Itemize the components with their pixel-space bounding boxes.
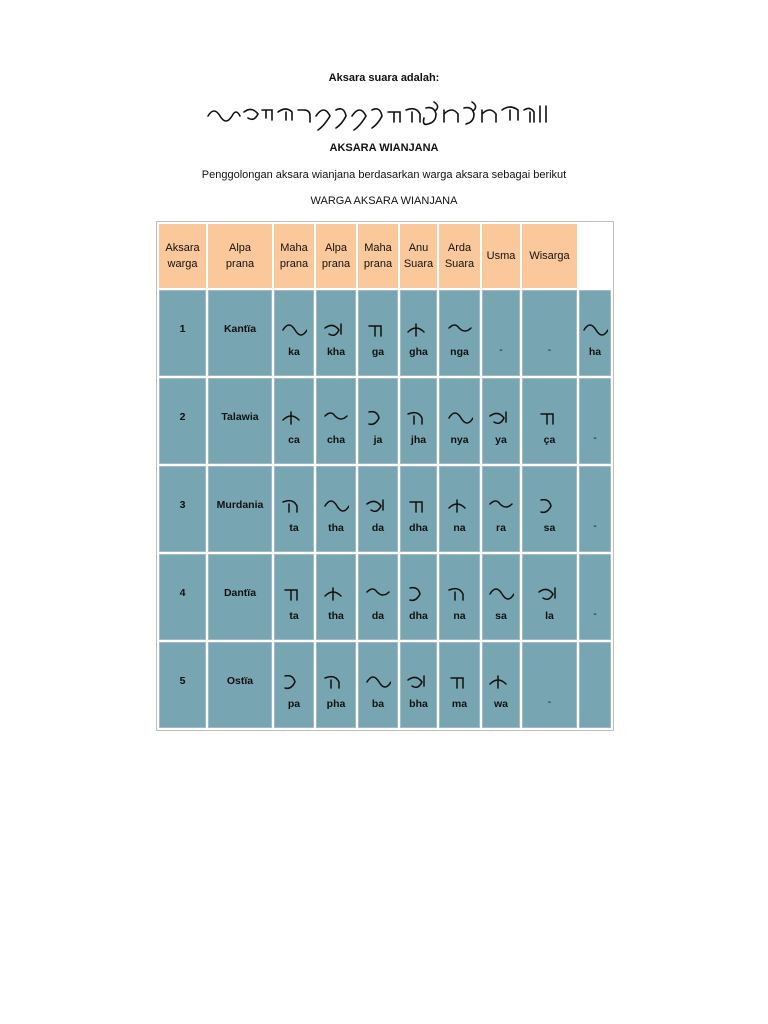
aksara-cell (316, 466, 356, 552)
aksara-cell (482, 290, 520, 376)
aksara-latin: bha (409, 698, 428, 710)
balinese-glyph-icon (406, 494, 432, 516)
warga-name: Murdania (208, 466, 272, 552)
section-title: AKSARA WIANJANA (329, 142, 439, 154)
aksara-latin: - (593, 432, 597, 444)
aksara-cell (522, 378, 577, 464)
aksara-latin: ca (288, 434, 300, 446)
table-row (159, 554, 611, 640)
warga-name: Kantïa (208, 290, 272, 376)
aksara-latin: pa (287, 698, 301, 710)
aksara-latin: nga (450, 346, 469, 358)
balinese-glyph-icon (447, 582, 473, 604)
balinese-glyph-icon (447, 494, 473, 516)
aksara-cell (400, 378, 437, 464)
aksara-latin: ta (289, 610, 299, 622)
row-number: 2 (159, 378, 206, 464)
row-number: 4 (159, 554, 206, 640)
aksara-latin: na (453, 522, 466, 534)
aksara-cell (439, 554, 480, 640)
aksara-cell (522, 466, 577, 552)
header-empty (579, 224, 611, 288)
warga-name: Ostïa (208, 642, 272, 728)
row-number: 1 (159, 290, 206, 376)
header-arda-suara: Arda Suara (439, 224, 480, 288)
aksara-latin: sa (543, 522, 556, 534)
balinese-glyph-icon (323, 406, 349, 428)
balinese-glyph-icon (582, 318, 608, 340)
aksara-cell (439, 290, 480, 376)
table-row (159, 378, 611, 464)
row-number: 5 (159, 642, 206, 728)
aksara-cell (274, 642, 314, 728)
balinese-glyph-icon (447, 406, 473, 428)
aksara-latin: ba (371, 698, 385, 710)
aksara-latin: la (545, 610, 554, 622)
aksara-cell (358, 642, 398, 728)
aksara-latin: dha (409, 522, 428, 534)
header-aksara-warga: Aksara warga (159, 224, 206, 288)
aksara-cell (482, 466, 520, 552)
aksara-latin: dha (409, 610, 428, 622)
aksara-cell (274, 466, 314, 552)
aksara-cell (358, 466, 398, 552)
balinese-glyph-icon (281, 670, 307, 692)
aksara-latin: tha (328, 522, 344, 534)
balinese-glyph-icon (406, 670, 432, 692)
header-wisarga: Wisarga (522, 224, 577, 288)
table-title: WARGA AKSARA WIANJANA (310, 195, 458, 207)
aksara-cell (439, 642, 480, 728)
aksara-cell (482, 554, 520, 640)
header-maha-prana-2: Maha prana (358, 224, 398, 288)
aksara-latin: - (593, 608, 597, 620)
warga-name: Talawia (208, 378, 272, 464)
balinese-glyph-icon (365, 494, 391, 516)
aksara-latin: ça (543, 434, 556, 446)
aksara-latin: ja (373, 434, 383, 446)
aksara-cell (579, 466, 611, 552)
balinese-script-vowels-image (0, 98, 768, 132)
aksara-cell (579, 554, 611, 640)
table-row (159, 466, 611, 552)
balinese-glyph-icon (447, 318, 473, 340)
balinese-glyph-icon (537, 406, 563, 428)
header-maha-prana: Maha prana (274, 224, 314, 288)
warga-aksara-table (156, 221, 614, 731)
aksara-latin: da (371, 522, 385, 534)
aksara-cell (274, 290, 314, 376)
aksara-latin: - (593, 520, 597, 532)
table-header-row (159, 224, 611, 288)
balinese-glyph-icon (488, 494, 514, 516)
aksara-cell (482, 378, 520, 464)
aksara-cell (316, 554, 356, 640)
aksara-cell (400, 554, 437, 640)
aksara-latin: nya (450, 434, 469, 446)
balinese-glyph-icon (365, 318, 391, 340)
aksara-cell (522, 290, 577, 376)
aksara-cell (358, 290, 398, 376)
balinese-glyph-icon (537, 494, 563, 516)
aksara-latin: sa (495, 610, 507, 622)
aksara-cell (579, 378, 611, 464)
aksara-cell (439, 466, 480, 552)
balinese-glyph-icon (365, 406, 391, 428)
balinese-glyph-icon (365, 670, 391, 692)
balinese-glyph-icon (488, 670, 514, 692)
balinese-glyph-icon (281, 582, 307, 604)
balinese-glyph-icon (406, 582, 432, 604)
balinese-glyph-icon (323, 670, 349, 692)
balinese-glyph-icon (406, 406, 432, 428)
balinese-glyph-icon (537, 582, 563, 604)
aksara-cell (316, 290, 356, 376)
aksara-latin: - (547, 344, 552, 356)
aksara-cell (482, 642, 520, 728)
aksara-latin: pha (326, 698, 346, 710)
aksara-cell (400, 642, 437, 728)
aksara-cell (579, 290, 611, 376)
aksara-latin: ta (289, 522, 299, 534)
balinese-glyph-icon (281, 406, 307, 428)
aksara-cell (274, 554, 314, 640)
row-number: 3 (159, 466, 206, 552)
balinese-glyph-icon (281, 494, 307, 516)
table-row (159, 642, 611, 728)
aksara-cell (316, 642, 356, 728)
aksara-cell (274, 378, 314, 464)
balinese-glyph-icon (447, 670, 473, 692)
header-alpa-prana: Alpa prana (208, 224, 272, 288)
vowel-script-glyphs (204, 98, 564, 132)
aksara-latin: wa (493, 698, 508, 710)
balinese-glyph-icon (323, 494, 349, 516)
aksara-latin: ra (496, 522, 506, 534)
aksara-cell (358, 378, 398, 464)
header-usma: Usma (482, 224, 520, 288)
aksara-cell (400, 466, 437, 552)
aksara-latin: tha (328, 610, 344, 622)
balinese-glyph-icon (488, 406, 514, 428)
aksara-latin: na (453, 610, 466, 622)
aksara-cell (439, 378, 480, 464)
aksara-cell (522, 642, 577, 728)
balinese-glyph-icon (406, 318, 432, 340)
aksara-latin: kha (326, 346, 346, 358)
header-alpa-prana-2: Alpa prana (316, 224, 356, 288)
header-anu-suara: Anu Suara (400, 224, 437, 288)
aksara-latin: ka (288, 346, 300, 358)
aksara-latin: ga (371, 346, 385, 358)
balinese-glyph-icon (365, 582, 391, 604)
warga-name: Dantïa (208, 554, 272, 640)
table-row (159, 290, 611, 376)
aksara-cell (579, 642, 611, 728)
aksara-latin: gha (409, 346, 428, 358)
balinese-glyph-icon (488, 582, 514, 604)
section-description: Penggolongan aksara wianjana berdasarkan warga aksara sebagai berikut (201, 169, 567, 181)
aksara-latin: da (371, 610, 385, 622)
aksara-latin: ya (495, 434, 507, 446)
aksara-latin: - (499, 344, 503, 356)
aksara-cell (358, 554, 398, 640)
aksara-latin: jha (410, 434, 427, 446)
aksara-latin: cha (326, 434, 346, 446)
balinese-glyph-icon (323, 318, 349, 340)
aksara-cell (316, 378, 356, 464)
aksara-latin: - (547, 696, 552, 708)
balinese-glyph-icon (281, 318, 307, 340)
aksara-latin: ha (588, 346, 602, 358)
aksara-cell (400, 290, 437, 376)
aksara-suara-heading: Aksara suara adalah: (328, 72, 440, 84)
aksara-cell (522, 554, 577, 640)
aksara-latin: ma (451, 698, 468, 710)
balinese-glyph-icon (323, 582, 349, 604)
